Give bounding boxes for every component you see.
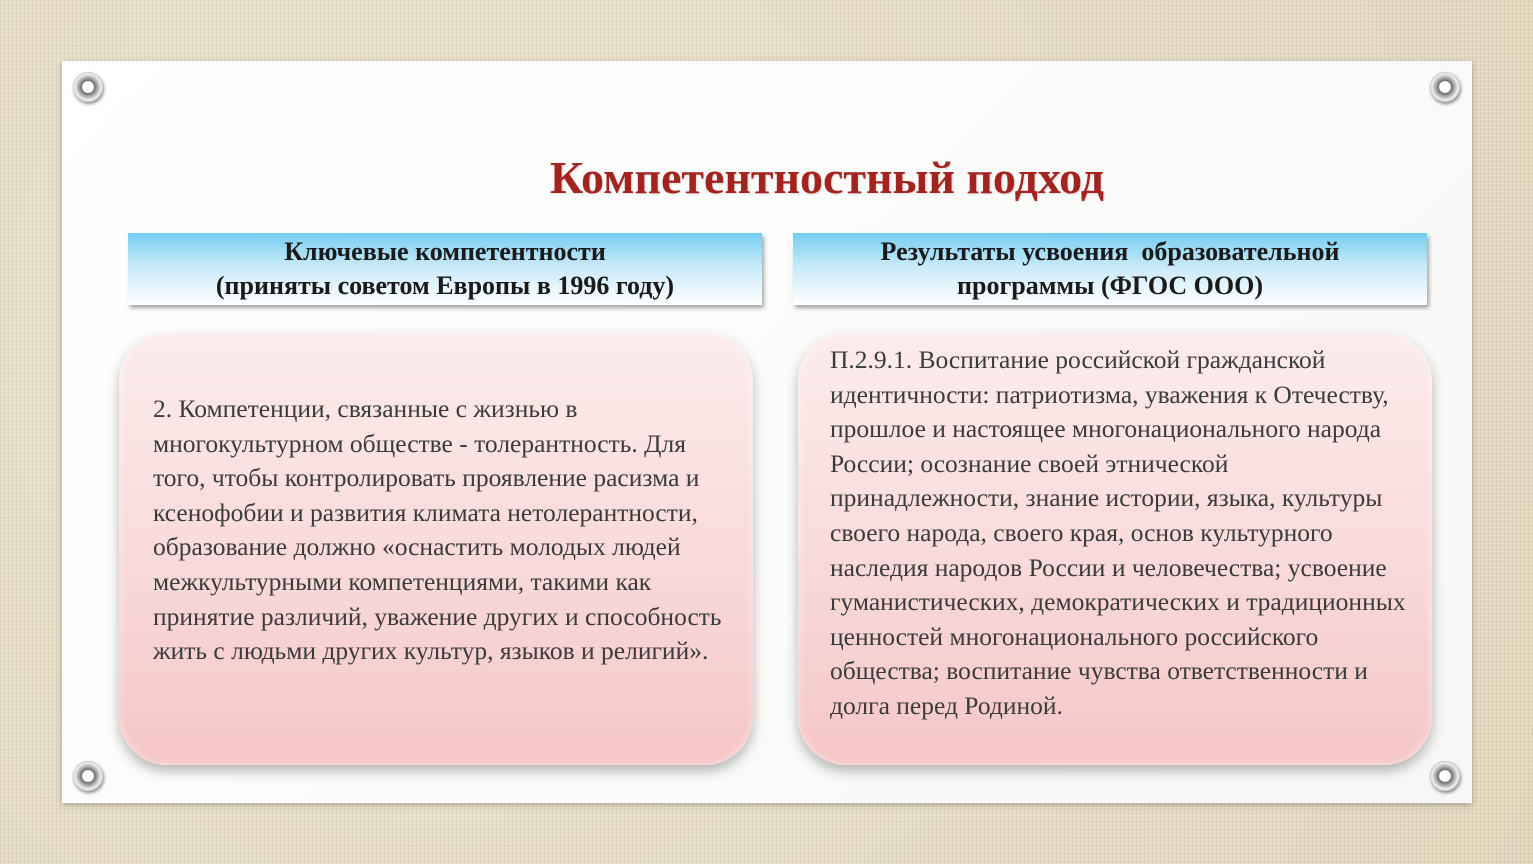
pin-top-left-icon bbox=[73, 72, 103, 102]
left-header-line2: (приняты советом Европы в 1996 году) bbox=[215, 271, 675, 300]
right-header-line1: Результаты усвоения образовательной bbox=[880, 237, 1340, 266]
slide bbox=[62, 61, 1472, 803]
pin-bottom-right-icon bbox=[1430, 761, 1460, 791]
right-header bbox=[793, 233, 1427, 305]
left-content-box bbox=[119, 333, 753, 765]
pin-top-right-icon bbox=[1430, 72, 1460, 102]
left-content-text: 2. Компетенции, связанные с жизнью в многокультурном обществе - толерантность. Для того, чтобы контролировать проявление расизма и ксенофобии и развития климата нетолерантности, образование должно «оснастить молодых людей межкультурными компетенциями, такими как принятие различий, уважение других и способность жить с людьми других культур, языков и религий». bbox=[153, 394, 722, 666]
left-header-line1: Ключевые компетентности bbox=[284, 237, 606, 266]
slide-title: Компетентностный подход bbox=[549, 152, 1105, 203]
right-content-text: П.2.9.1. Воспитание российской гражданской идентичности: патриотизма, уважения к Отечеству, прошлое и настоящее многонационального народа России; осознание своей этнической принадлежности, знание истории, языка, культуры своего народа, своего края, основ культурного наследия народов России и человечества; усвоение гуманистических, демократических и традиционных ценностей многонационального российского общества; воспитание чувства ответственности и долга перед Родиной. bbox=[830, 345, 1406, 720]
right-header-line2: программы (ФГОС ООО) bbox=[957, 271, 1263, 300]
pin-bottom-left-icon bbox=[73, 761, 103, 791]
right-content-box bbox=[798, 333, 1432, 765]
left-header bbox=[128, 233, 762, 305]
